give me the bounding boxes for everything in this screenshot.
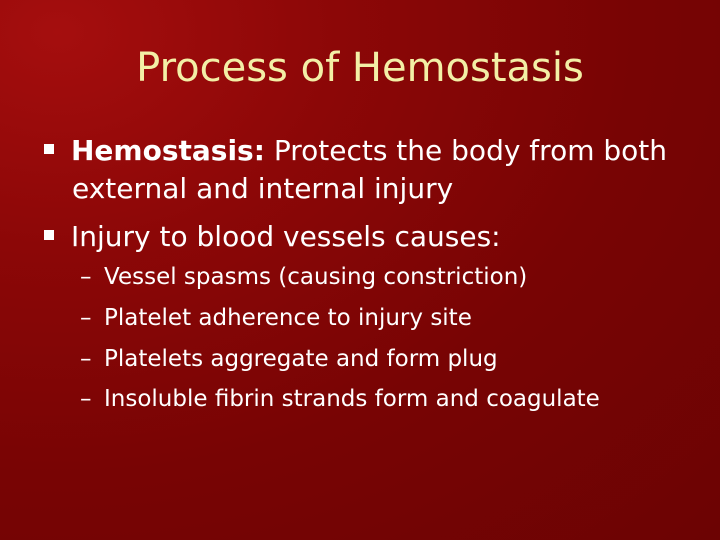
slide-title: Process of Hemostasis	[136, 45, 584, 91]
dash-icon: –	[80, 346, 92, 372]
bullet-text-line2: external and internal injury	[72, 172, 454, 205]
sub-bullet	[80, 384, 700, 414]
sub-bullet-text: Vessel spasms (causing constriction)	[104, 264, 528, 290]
bullet-hemostasis	[44, 132, 694, 208]
square-bullet-icon	[44, 144, 54, 154]
sub-bullet-text: Insoluble fibrin strands form and coagulate	[104, 386, 600, 412]
square-bullet-icon	[44, 230, 54, 240]
bullet-injury	[44, 218, 694, 256]
dash-icon: –	[80, 386, 92, 412]
bullet-text: Injury to blood vessels causes:	[71, 220, 501, 253]
sub-bullet-text: Platelets aggregate and form plug	[104, 346, 498, 372]
bullet-term: Hemostasis:	[71, 134, 265, 167]
sub-bullet	[80, 303, 700, 333]
sub-bullet-text: Platelet adherence to injury site	[104, 305, 472, 331]
bullet-text-line1: Protects the body from both	[264, 134, 667, 167]
dash-icon: –	[80, 264, 92, 290]
sub-bullet	[80, 262, 700, 292]
sub-bullet	[80, 344, 700, 374]
dash-icon: –	[80, 305, 92, 331]
